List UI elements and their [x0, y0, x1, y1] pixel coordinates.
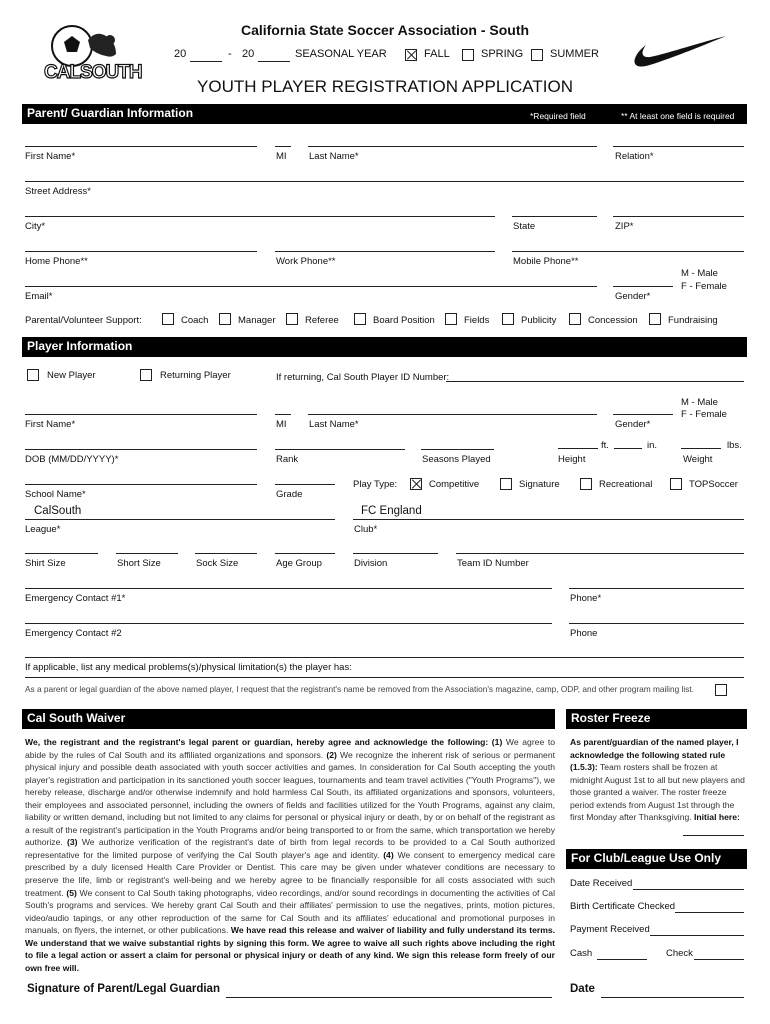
spring-checkbox[interactable] [462, 49, 474, 61]
form-title: YOUTH PLAYER REGISTRATION APPLICATION [197, 77, 573, 96]
date-received-label: Date Received [570, 878, 633, 889]
age-group-field[interactable] [275, 553, 335, 554]
phone2-label: Phone [570, 628, 598, 639]
guardian-last-name-label: Last Name* [309, 151, 359, 162]
year-2-field[interactable] [258, 61, 290, 62]
birth-cert-field[interactable] [675, 912, 744, 913]
team-id-field[interactable] [456, 553, 744, 554]
spring-label: SPRING [481, 48, 524, 60]
medical-top-rule [25, 657, 744, 658]
waiver-text [25, 736, 555, 974]
weight-field[interactable] [681, 448, 721, 449]
player-gender-f: F - Female [681, 409, 727, 420]
street-address-field[interactable] [25, 181, 744, 182]
division-label: Division [354, 558, 388, 569]
short-size-label: Short Size [117, 558, 161, 569]
sock-size-label: Sock Size [196, 558, 239, 569]
returning-id-field[interactable] [446, 381, 744, 382]
seasonal-year-label: SEASONAL YEAR [295, 48, 387, 60]
guardian-gender-label: Gender* [615, 291, 651, 302]
player-last-name-label: Last Name* [309, 419, 359, 430]
new-player-label: New Player [47, 370, 96, 381]
season-line [174, 48, 604, 64]
guardian-mi-label: MI [276, 151, 287, 162]
club-field[interactable] [353, 519, 744, 520]
guardian-relation-label: Relation* [615, 151, 654, 162]
school-label: School Name* [25, 489, 86, 500]
cash-label: Cash [570, 948, 593, 959]
city-label: City* [25, 221, 46, 232]
logo-text: CALSOUTH [44, 62, 142, 83]
emergency2-field[interactable] [25, 623, 552, 624]
team-id-label: Team ID Number [457, 558, 529, 569]
signature-label: Signature of Parent/Legal Guardian [27, 983, 220, 995]
returning-player-checkbox[interactable] [140, 369, 152, 381]
height-ft-label: ft. [601, 440, 609, 451]
office-section-bar [566, 849, 747, 869]
state-field[interactable] [512, 216, 597, 217]
birth-cert-label: Birth Certificate Checked [570, 901, 676, 912]
date-label: Date [570, 983, 595, 995]
competitive-checkbox[interactable] [410, 478, 422, 490]
player-gender-field[interactable] [613, 414, 673, 415]
guardian-relation-field[interactable] [613, 146, 744, 147]
support-manager-checkbox[interactable] [219, 313, 231, 325]
home-phone-label: Home Phone** [25, 256, 88, 267]
waiver-p1: We, the registrant and the registrant's legal parent or guardian, hereby agree and acknowledge the following: (1) [25, 737, 503, 747]
email-field[interactable] [25, 286, 597, 287]
height-ft-field[interactable] [558, 448, 598, 449]
waiver-p4: We recognize the inherent risk of serious or permanent physical injury and possible death associated with youth soccer activities and games. In consideration for Cal South accepting the youth player's registration and participation in its sanctioned youth soccer leagues, tournaments and team travel activities ("Youth Programs"), we hereby release, discharge and/or otherwise indemnify and hold harmless Cal South, its affiliated organizations and sponsors, volunteers, their employees and associated personnel, including the owners of fields and facilities utilized for the Youth Programs, against any claim, liability or written demand, including but not limited to any claims for personal or physical injury or death, by or on behalf of the registrant as a result of the registrant's participation in the Youth Programs and/or being transported to or from the same, which transportation we hereby authorize. [25, 749, 556, 848]
signature-type-label: Signature [519, 479, 560, 490]
phone2-field[interactable] [569, 623, 744, 624]
shirt-size-field[interactable] [25, 553, 98, 554]
rank-label: Rank [276, 454, 299, 465]
year-prefix-2: 20 [242, 48, 255, 60]
waiver-p7: (4) [383, 849, 394, 860]
height-in-label: in. [647, 440, 658, 451]
support-fields-checkbox[interactable] [445, 313, 457, 325]
emergency1-label: Emergency Contact #1* [25, 593, 126, 604]
fall-label: FALL [424, 48, 450, 60]
summer-checkbox[interactable] [531, 49, 543, 61]
support-referee-label: Referee [305, 315, 339, 326]
waiver-p2: We agree to abide by the rules of Cal South and its affiliated organizations and sponsors. [25, 737, 556, 760]
seasons-played-field[interactable] [421, 449, 494, 450]
school-field[interactable] [25, 484, 257, 485]
required-note: *Required field [530, 111, 586, 121]
waiver-section-bar [22, 709, 555, 729]
date-received-field[interactable] [633, 889, 744, 890]
support-board-checkbox[interactable] [354, 313, 366, 325]
zip-label: ZIP* [615, 221, 634, 232]
weight-lbs-label: lbs. [727, 440, 742, 451]
guardian-gender-f: F - Female [681, 281, 727, 292]
topsoccer-checkbox[interactable] [670, 478, 682, 490]
phone1-label: Phone* [570, 593, 602, 604]
support-board-label: Board Position [373, 315, 435, 326]
support-label: Parental/Volunteer Support: [25, 315, 142, 326]
check-label: Check [666, 948, 693, 959]
player-first-name-label: First Name* [25, 419, 76, 430]
player-mi-field[interactable] [275, 414, 291, 415]
grade-field[interactable] [275, 484, 335, 485]
waiver-p5: (3) [67, 837, 78, 848]
roster-bold: As parent/guardian of the named player, I acknowledge the following stated rule (1.5.3): [570, 737, 739, 773]
state-label: State [513, 221, 536, 232]
city-field[interactable] [25, 216, 495, 217]
phone1-field[interactable] [569, 588, 744, 589]
at-least-note: ** At least one field is required [621, 111, 735, 121]
medical-field[interactable] [25, 677, 744, 678]
support-fundraising-checkbox[interactable] [649, 313, 661, 325]
year-dash: - [228, 48, 232, 60]
mailing-optout-checkbox[interactable] [715, 684, 727, 696]
support-publicity-label: Publicity [521, 315, 557, 326]
guardian-gender-field[interactable] [613, 286, 673, 287]
payment-field[interactable] [650, 935, 744, 936]
email-label: Email* [25, 291, 53, 302]
support-concession-checkbox[interactable] [569, 313, 581, 325]
club-label: Club* [354, 524, 378, 535]
division-field[interactable] [353, 553, 438, 554]
support-coach-label: Coach [181, 315, 209, 326]
topsoccer-label: TOPSoccer [689, 479, 738, 490]
rank-field[interactable] [275, 449, 405, 450]
fall-checkbox[interactable] [405, 49, 417, 61]
medical-label: If applicable, list any medical problems(s)/physical limitation(s) the player has: [25, 662, 352, 673]
check-field[interactable] [694, 959, 744, 960]
zip-field[interactable] [613, 216, 744, 217]
waiver-p6: We authorize verification of the registrant's date of birth from legal records to be provided to a Cal South authorized representative for the limited purpose of verifying the Cal South player's age and identity. [25, 837, 555, 860]
office-section-title: For Club/League Use Only [571, 851, 722, 865]
guardian-first-name-label: First Name* [25, 151, 76, 162]
shirt-size-label: Shirt Size [25, 558, 66, 569]
roster-section-bar [566, 709, 747, 729]
returning-player-label: Returning Player [160, 370, 231, 381]
mailing-optout-label: As a parent or legal guardian of the above named player, I request that the registrant's name be removed from the Association's magazine, camp, ODP, and other program mailing list. [25, 684, 694, 694]
grade-label: Grade [276, 489, 303, 500]
roster-section-title: Roster Freeze [571, 711, 651, 725]
age-group-label: Age Group [276, 558, 322, 569]
league-field[interactable] [25, 519, 335, 520]
support-manager-label: Manager [238, 315, 276, 326]
guardian-last-name-field[interactable] [308, 146, 597, 147]
payment-label: Payment Received [570, 924, 650, 935]
mobile-phone-field[interactable] [512, 251, 744, 252]
player-section-bar [22, 337, 747, 357]
guardian-section-title: Parent/ Guardian Information [27, 106, 194, 120]
support-referee-checkbox[interactable] [286, 313, 298, 325]
league-label: League* [25, 524, 61, 535]
summer-label: SUMMER [550, 48, 599, 60]
roster-body: Team rosters shall be frozen at midnight August 1st to all but new players and those granted a waiver. The roster freeze period extends from August 1st through the first Monday after Thanksgiving. [570, 762, 745, 823]
recreational-label: Recreational [599, 479, 653, 490]
signature-field[interactable] [226, 997, 552, 998]
guardian-first-name-field[interactable] [25, 146, 257, 147]
dob-label: DOB (MM/DD/YYYY)* [25, 454, 119, 465]
support-coach-checkbox[interactable] [162, 313, 174, 325]
player-gender-m: M - Male [681, 397, 718, 408]
new-player-checkbox[interactable] [27, 369, 39, 381]
signature-checkbox[interactable] [500, 478, 512, 490]
player-gender-label: Gender* [615, 419, 651, 430]
sock-size-field[interactable] [195, 553, 257, 554]
roster-text [570, 736, 750, 824]
waiver-p8: We consent to emergency medical care prescribed by a duly licensed Health Care Provider or Dentist. This care may be given under whatever conditions are necessary to preserve the life, limb or registrant's well-being and we hereby agree to be financially responsible for all costs associated with such treatment. [25, 849, 555, 898]
org-title: California State Soccer Association - South [240, 22, 530, 38]
initial-field[interactable] [683, 835, 744, 836]
support-publicity-checkbox[interactable] [502, 313, 514, 325]
year-1-field[interactable] [190, 61, 222, 62]
street-address-label: Street Address* [25, 186, 92, 197]
date-field[interactable] [601, 997, 744, 998]
waiver-p10: We consent to Cal South taking photographs, video recordings, and/or sound recordings in documenting the activities of Cal South's programs and services. We hereby grant Cal South and their affiliates' permission to use the negatives, prints, motion pictures, video/audio tapings, or any other reproduction of the same for Cal South and its affiliates' educational and promotional purposes in manuals, on flyers, the internet, or other publications. [25, 887, 555, 936]
home-phone-field[interactable] [25, 251, 257, 252]
player-section-title: Player Information [27, 339, 133, 353]
waiver-p9: (5) [66, 887, 77, 898]
emergency1-field[interactable] [25, 588, 552, 589]
guardian-mi-field[interactable] [275, 146, 291, 147]
waiver-section-title: Cal South Waiver [27, 711, 126, 725]
guardian-gender-m: M - Male [681, 268, 718, 279]
short-size-field[interactable] [116, 553, 178, 554]
support-concession-label: Concession [588, 315, 638, 326]
club-value: FC England [361, 505, 422, 517]
competitive-label: Competitive [429, 479, 480, 490]
play-type-label: Play Type: [353, 479, 398, 490]
cash-field[interactable] [597, 959, 647, 960]
waiver-p11: We have read this release and waiver of liability and fully understand its terms. We understand that we waive substantial rights by signing this form. We agree to waive all such rights above including the right to file a legal action or assert a claim for personal or physical injury or death of any kind. We sign this release form freely of our own free will. [25, 925, 555, 973]
initial-label: Initial here: [694, 812, 740, 823]
player-first-name-field[interactable] [25, 414, 257, 415]
seasons-played-label: Seasons Played [422, 454, 491, 465]
swoosh-logo [632, 34, 728, 70]
player-mi-label: MI [276, 419, 287, 430]
waiver-p3: (2) [326, 749, 337, 760]
work-phone-field[interactable] [275, 251, 495, 252]
league-value: CalSouth [34, 505, 82, 517]
emergency2-label: Emergency Contact #2 [25, 628, 122, 639]
support-fundraising-label: Fundraising [668, 315, 718, 326]
recreational-checkbox[interactable] [580, 478, 592, 490]
support-fields-label: Fields [464, 315, 490, 326]
returning-id-label: If returning, Cal South Player ID Number: [276, 372, 450, 383]
height-label: Height [558, 454, 586, 465]
year-prefix-1: 20 [174, 48, 187, 60]
player-last-name-field[interactable] [308, 414, 597, 415]
height-in-field[interactable] [614, 448, 642, 449]
dob-field[interactable] [25, 449, 257, 450]
work-phone-label: Work Phone** [276, 256, 336, 267]
weight-label: Weight [683, 454, 713, 465]
mobile-phone-label: Mobile Phone** [513, 256, 579, 267]
